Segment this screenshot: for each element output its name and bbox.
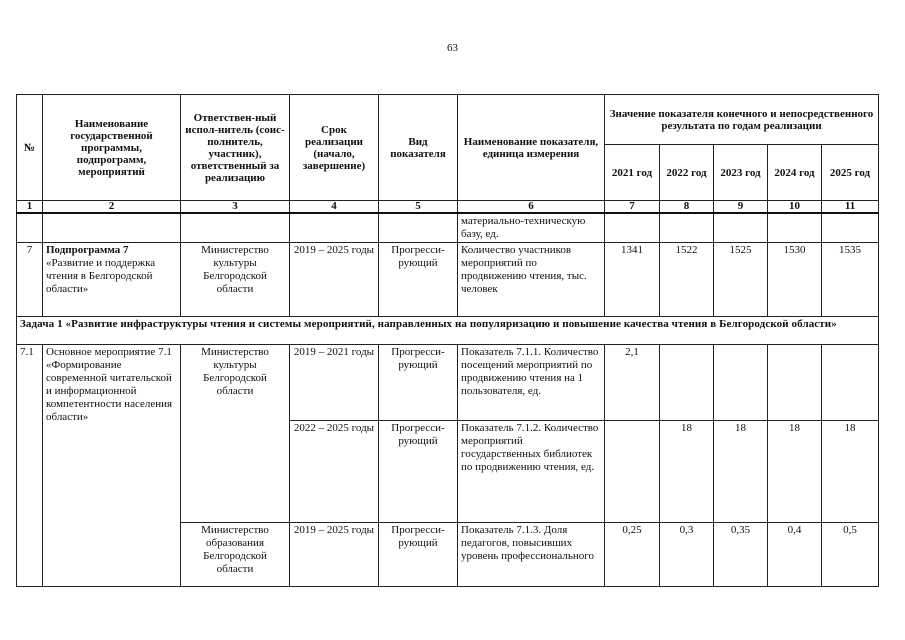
measure-period: 2019 – 2025 годы [290, 523, 379, 587]
measure-value: 18 [768, 421, 822, 523]
subprogram-value-2021: 1341 [605, 243, 660, 317]
subprogram-responsible: Министерство культуры Белгородской области [181, 243, 290, 317]
subprogram-indicator: Количество участников мероприятий по продвижению чтения, тыс. человек [458, 243, 605, 317]
subprogram-title: Подпрограмма 7 [46, 244, 129, 256]
measure-indicator: Показатель 7.1.3. Доля педагогов, повысивших уровень профессионального [458, 523, 605, 587]
column-number: 6 [458, 201, 605, 214]
table-cell [43, 213, 181, 243]
table-cell [768, 213, 822, 243]
indicator-table [16, 94, 879, 587]
column-number: 9 [714, 201, 768, 214]
measure-value: 0,35 [714, 523, 768, 587]
header-year-2021: 2021 год [605, 145, 660, 201]
column-number: 8 [660, 201, 714, 214]
column-number: 10 [768, 201, 822, 214]
header-year-2023: 2023 год [714, 145, 768, 201]
measure-responsible-education: Министерство образования Белгородской области [181, 523, 290, 587]
subprogram-name-rest: «Развитие и поддержка чтения в Белгородской области» [46, 257, 156, 295]
task-text: Задача 1 «Развитие инфраструктуры чтения и системы мероприятий, направленных на популяризацию и повышение качества чтения в Белгородской области» [17, 317, 879, 345]
subprogram-value-2025: 1535 [822, 243, 879, 317]
subprogram-type: Прогресси-рующий [379, 243, 458, 317]
header-responsible: Ответствен-ный испол-нитель (соис-полнитель, участник), ответственный за реализацию [181, 95, 290, 201]
measure-type: Прогресси-рующий [379, 421, 458, 523]
column-number: 5 [379, 201, 458, 214]
measure-value [605, 421, 660, 523]
measure-row-1 [17, 345, 879, 421]
measure-type: Прогресси-рующий [379, 345, 458, 421]
measure-value [822, 345, 879, 421]
header-name: Наименование государственной программы, подпрограмм, мероприятий [43, 95, 181, 201]
task-row [17, 317, 879, 345]
measure-value [714, 345, 768, 421]
continuation-indicator: материально-техническую базу, ед. [458, 213, 605, 243]
measure-period: 2022 – 2025 годы [290, 421, 379, 523]
measure-value: 18 [660, 421, 714, 523]
table-cell [181, 213, 290, 243]
subprogram-no: 7 [17, 243, 43, 317]
measure-value: 2,1 [605, 345, 660, 421]
measure-indicator: Показатель 7.1.2. Количество мероприятий государственных библиотек по продвижению чтения, ед. [458, 421, 605, 523]
measure-period: 2019 – 2021 годы [290, 345, 379, 421]
table-cell [822, 213, 879, 243]
measure-value: 18 [714, 421, 768, 523]
subprogram-period: 2019 – 2025 годы [290, 243, 379, 317]
measure-responsible-culture: Министерство культуры Белгородской области [181, 345, 290, 523]
table-cell [714, 213, 768, 243]
measure-value: 0,4 [768, 523, 822, 587]
header-year-2024: 2024 год [768, 145, 822, 201]
subprogram-value-2023: 1525 [714, 243, 768, 317]
measure-value: 0,3 [660, 523, 714, 587]
column-number: 4 [290, 201, 379, 214]
measure-value [768, 345, 822, 421]
measure-type: Прогресси-рующий [379, 523, 458, 587]
table-cell [290, 213, 379, 243]
measure-value: 0,5 [822, 523, 879, 587]
table-cell [605, 213, 660, 243]
page-number: 63 [447, 42, 458, 54]
measure-value [660, 345, 714, 421]
header-year-2022: 2022 год [660, 145, 714, 201]
measure-value: 0,25 [605, 523, 660, 587]
header-type: Вид показателя [379, 95, 458, 201]
subprogram-value-2022: 1522 [660, 243, 714, 317]
table-cell [17, 213, 43, 243]
header-period: Срок реализации (начало, завершение) [290, 95, 379, 201]
table-cell [379, 213, 458, 243]
continuation-row [17, 213, 879, 243]
column-number: 1 [17, 201, 43, 214]
measure-name: Основное мероприятие 7.1 «Формирование современной читательской и информационной компетентности населения области» [43, 345, 181, 587]
column-number: 2 [43, 201, 181, 214]
header-indicator: Наименование показателя, единица измерения [458, 95, 605, 201]
column-number: 11 [822, 201, 879, 214]
measure-no: 7.1 [17, 345, 43, 587]
column-number: 3 [181, 201, 290, 214]
header-no: № [17, 95, 43, 201]
subprogram-name [43, 243, 181, 317]
subprogram-value-2024: 1530 [768, 243, 822, 317]
header-year-2025: 2025 год [822, 145, 879, 201]
table-cell [660, 213, 714, 243]
header-values-group: Значение показателя конечного и непосредственного результата по годам реализации [605, 95, 879, 145]
measure-value: 18 [822, 421, 879, 523]
subprogram-row [17, 243, 879, 317]
column-number: 7 [605, 201, 660, 214]
column-number-row [17, 201, 879, 214]
measure-indicator: Показатель 7.1.1. Количество посещений мероприятий по продвижению чтения на 1 пользователя, ед. [458, 345, 605, 421]
